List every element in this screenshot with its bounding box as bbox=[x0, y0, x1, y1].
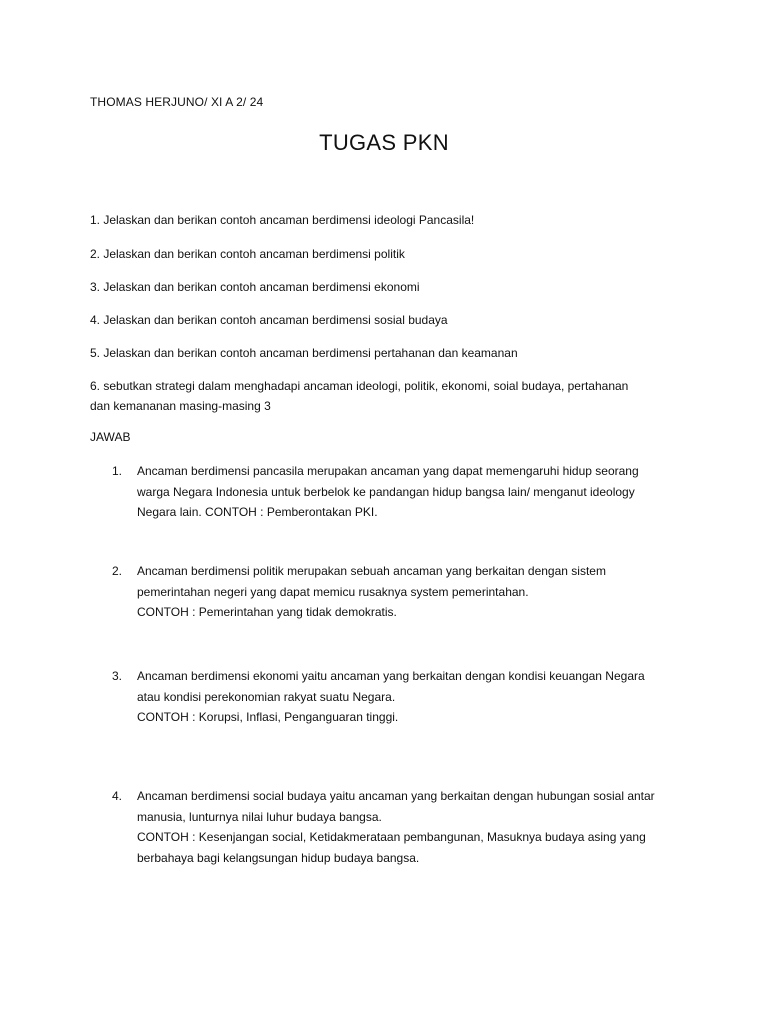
answer-1-number: 1. bbox=[112, 464, 123, 478]
answer-4-line-4: berbahaya bagi kelangsungan hidup budaya bangsa. bbox=[137, 850, 420, 865]
question-1-text: 1. Jelaskan dan berikan contoh ancaman berdimensi ideologi Pancasila! bbox=[90, 213, 475, 227]
answer-2-line-2: pemerintahan negeri yang dapat memicu rusaknya system pemerintahan. bbox=[137, 584, 529, 599]
answer-3-line-2: atau kondisi perekonomian rakyat suatu Negara. bbox=[137, 689, 396, 704]
answer-4-line-3: CONTOH : Kesenjangan social, Ketidakmerataan pembangunan, Masuknya budaya asing yang bbox=[137, 830, 646, 844]
answer-3-line-1: Ancaman berdimensi ekonomi yaitu ancaman yang berkaitan dengan kondisi keuangan Negara bbox=[137, 669, 645, 683]
answer-2-body bbox=[137, 561, 687, 623]
answer-1-line-2: warga Negara Indonesia untuk berbelok ke pandangan hidup bangsa lain/ menganut ideology bbox=[137, 484, 635, 499]
question-3-text: 3. Jelaskan dan berikan contoh ancaman berdimensi ekonomi bbox=[90, 280, 420, 294]
question-2 bbox=[90, 244, 680, 264]
answer-2-number: 2. bbox=[112, 564, 123, 578]
question-6 bbox=[90, 376, 680, 416]
question-3 bbox=[90, 277, 680, 297]
question-6-line-1: 6. sebutkan strategi dalam menghadapi ancaman ideologi, politik, ekonomi, soial budaya, pertahanan bbox=[90, 379, 629, 393]
answer-3-body bbox=[137, 666, 687, 728]
question-4-text: 4. Jelaskan dan berikan contoh ancaman berdimensi sosial budaya bbox=[90, 313, 448, 327]
question-2-text: 2. Jelaskan dan berikan contoh ancaman berdimensi politik bbox=[90, 247, 405, 261]
answer-4-number: 4. bbox=[112, 789, 123, 803]
answer-1-line-1: Ancaman berdimensi pancasila merupakan ancaman yang dapat memengaruhi hidup seorang bbox=[137, 464, 639, 478]
answer-1-body bbox=[137, 461, 687, 523]
answer-4-body bbox=[137, 786, 687, 868]
answer-4-line-1: Ancaman berdimensi social budaya yaitu ancaman yang berkaitan dengan hubungan sosial antar bbox=[137, 789, 655, 803]
answer-4-line-2: manusia, lunturnya nilai luhur budaya bangsa. bbox=[137, 809, 382, 824]
answer-heading: JAWAB bbox=[90, 430, 131, 444]
document-title: TUGAS PKN bbox=[319, 130, 449, 155]
answer-2-line-3: CONTOH : Pemerintahan yang tidak demokratis. bbox=[137, 605, 397, 619]
question-1 bbox=[90, 210, 680, 230]
student-header: THOMAS HERJUNO/ XI A 2/ 24 bbox=[90, 95, 264, 109]
answer-3-line-3: CONTOH : Korupsi, Inflasi, Penganguaran tinggi. bbox=[137, 710, 399, 724]
question-5 bbox=[90, 343, 680, 363]
question-5-text: 5. Jelaskan dan berikan contoh ancaman berdimensi pertahanan dan keamanan bbox=[90, 346, 518, 360]
answer-2-line-1: Ancaman berdimensi politik merupakan sebuah ancaman yang berkaitan dengan sistem bbox=[137, 564, 606, 578]
answer-1-line-3: Negara lain. CONTOH : Pemberontakan PKI. bbox=[137, 505, 378, 519]
answer-3-number: 3. bbox=[112, 669, 123, 683]
question-6-line-2: dan kemananan masing-masing 3 bbox=[90, 399, 271, 413]
question-4 bbox=[90, 310, 680, 330]
